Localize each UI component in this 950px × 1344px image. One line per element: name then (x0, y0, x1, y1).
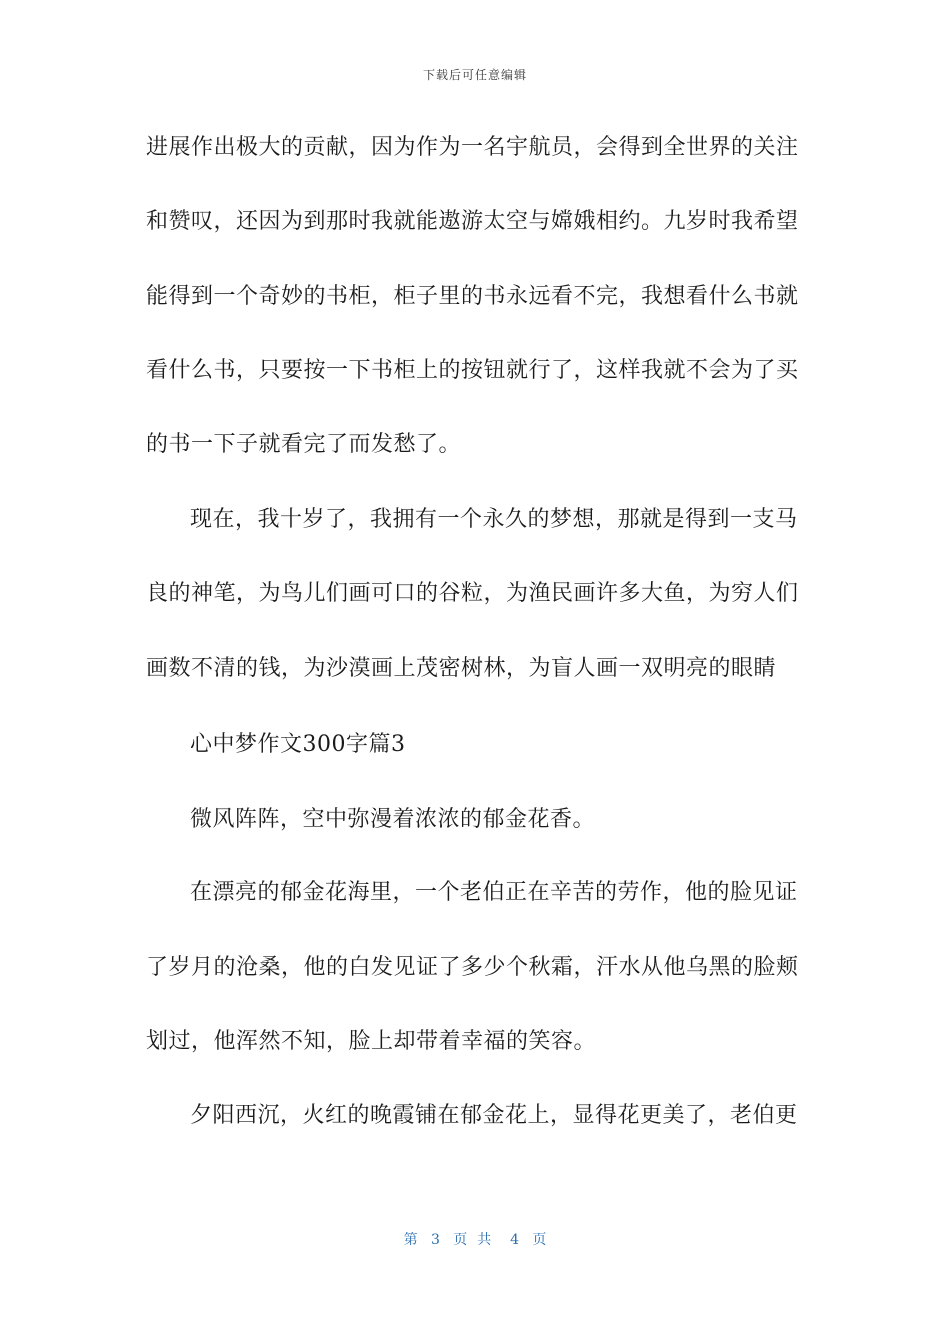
paragraph-line: 现在，我十岁了，我拥有一个永久的梦想，那就是得到一支马 (190, 507, 798, 532)
total-pages-number: 4 (510, 1232, 520, 1248)
paragraph-line: 看什么书，只要按一下书柜上的按钮就行了，这样我就不会为了买 (146, 358, 799, 383)
page-footer (0, 1229, 950, 1249)
section-heading: 心中梦作文300字篇3 (190, 732, 406, 757)
paragraph-line: 划过，他浑然不知，脸上却带着幸福的笑容。 (146, 1029, 597, 1054)
page-label-suffix: 页 (532, 1232, 547, 1248)
header-note: 下载后可任意编辑 (422, 68, 527, 82)
paragraph-line: 夕阳西沉，火红的晚霞铺在郁金花上，显得花更美了，老伯更 (190, 1103, 798, 1128)
page-label-middle: 页共 (453, 1232, 502, 1248)
page-label-prefix: 第 (403, 1232, 418, 1248)
paragraph-line: 的书一下子就看完了而发愁了。 (146, 432, 462, 457)
paragraph-line: 了岁月的沧桑，他的白发见证了多少个秋霜，汗水从他乌黑的脸颊 (146, 955, 799, 980)
paragraph-line: 和赞叹，还因为到那时我就能遨游太空与嫦娥相约。九岁时我希望 (146, 209, 799, 234)
paragraph-line: 画数不清的钱，为沙漠画上茂密树林，为盲人画一双明亮的眼睛 (146, 656, 777, 681)
paragraph-line: 能得到一个奇妙的书柜，柜子里的书永远看不完，我想看什么书就 (146, 284, 799, 309)
paragraph-line: 进展作出极大的贡献，因为作为一名宇航员，会得到全世界的关注 (146, 135, 799, 160)
paragraph-line: 微风阵阵，空中弥漫着浓浓的郁金花香。 (190, 807, 596, 832)
paragraph-line: 良的神笔，为鸟儿们画可口的谷粒，为渔民画许多大鱼，为穷人们 (146, 581, 799, 606)
current-page-number: 3 (430, 1232, 440, 1248)
paragraph-line: 在漂亮的郁金花海里，一个老伯正在辛苦的劳作，他的脸见证 (190, 880, 798, 905)
